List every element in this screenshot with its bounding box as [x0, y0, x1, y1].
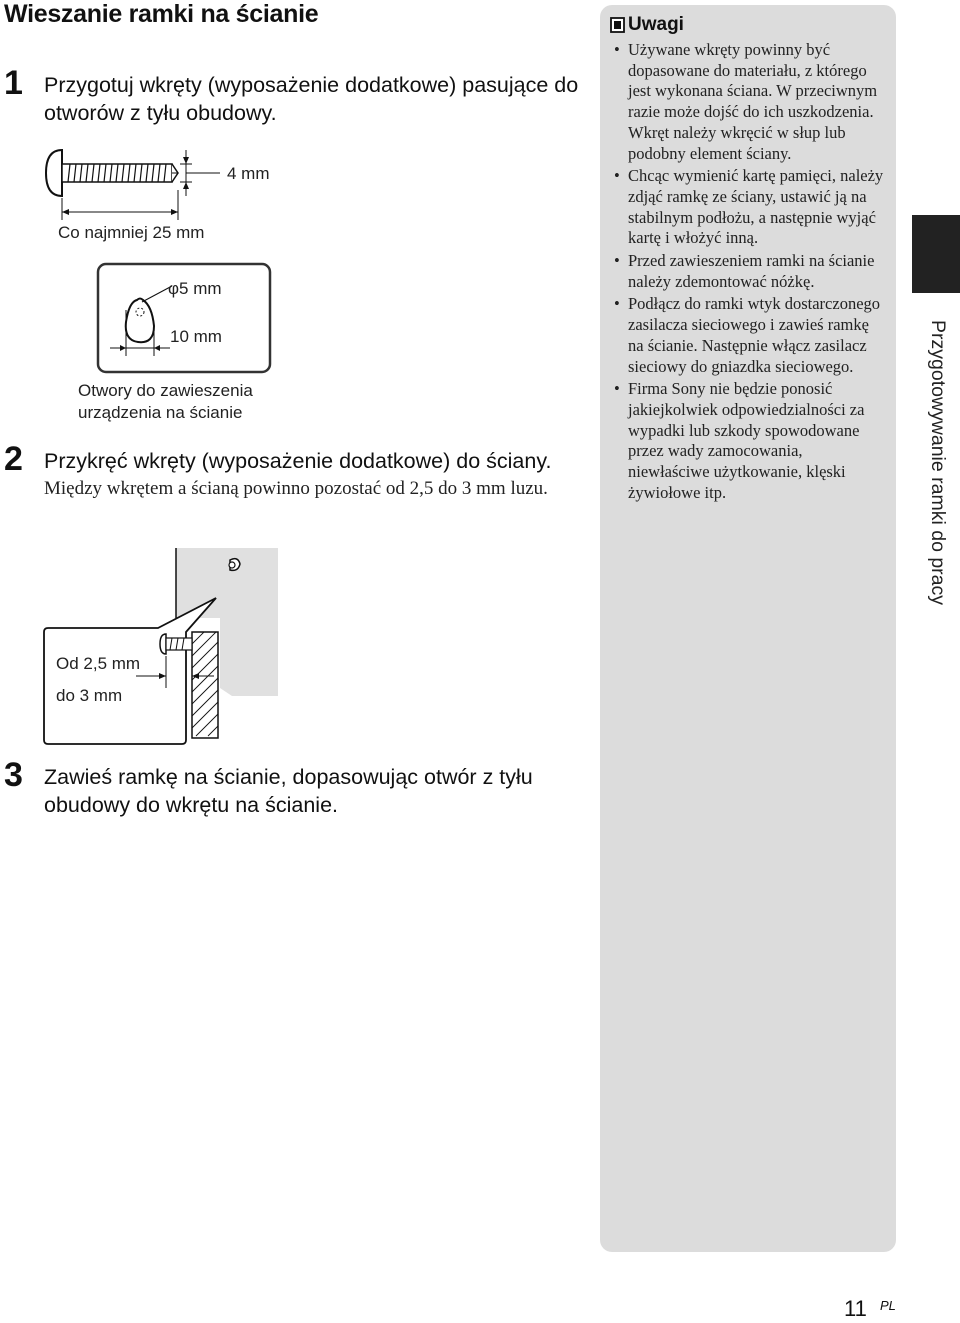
note-icon [610, 17, 625, 33]
page-language: PL [880, 1298, 896, 1313]
note-item: • Przed zawieszeniem ramki na ścianie należy zdemontować nóżkę. [614, 251, 884, 292]
gap-label-line2: do 3 mm [56, 686, 123, 705]
notes-panel [600, 5, 896, 1252]
page-title: Wieszanie ramki na ścianie [4, 0, 319, 28]
step-2-number: 2 [4, 440, 23, 478]
screw-length-label: Co najmniej 25 mm [58, 223, 205, 242]
screw-diameter-label: 4 mm [227, 164, 270, 183]
step-2-subtext: Między wkrętem a ścianą powinno pozostać od 2,5 do 3 mm luzu. [44, 478, 548, 499]
section-tab-marker [912, 215, 960, 293]
hole-height-label: 10 mm [170, 327, 222, 346]
keyhole-caption: Otwory do zawieszenia urządzenia na ścianie [78, 381, 253, 422]
wall-screw-diagram [40, 548, 290, 748]
page-number: 11 [844, 1296, 867, 1321]
gap-label-line1: Od 2,5 mm [56, 654, 141, 673]
notes-list [614, 40, 884, 505]
step-3-number: 3 [4, 756, 23, 794]
section-side-label: Przygotowywanie ramki do pracy [927, 320, 949, 606]
note-item: • Podłącz do ramki wtyk dostarczonego zasilacza sieciowego i zawieś ramkę na ścianie. Następnie włącz zasilacz sieciowy do gniazdka sieciowego. [614, 294, 884, 377]
step-3-text: Zawieś ramkę na ścianie, dopasowując otwór z tyłu obudowy do wkrętu na ścianie. [44, 765, 533, 817]
screw-diagram [40, 140, 280, 230]
step-1-number: 1 [4, 64, 23, 102]
note-item: • Używane wkręty powinny być dopasowane do materiału, z którego jest wykonana ściana. W przeciwnym razie może dojść do ich uszkodzenia. Wkręt należy wkręcić w słup lub podobny element ściany. [614, 40, 884, 164]
step-2-text: Przykręć wkręty (wyposażenie dodatkowe) do ściany. [44, 449, 552, 473]
notes-heading [610, 14, 684, 36]
note-item: • Chcąc wymienić kartę pamięci, należy zdjąć ramkę ze ściany, ustawić ją na stabilnym podłożu, a następnie wyjąć kartę i włożyć inną. [614, 166, 884, 249]
step-1-text: Przygotuj wkręty (wyposażenie dodatkowe) pasujące do otworów z tyłu obudowy. [44, 73, 579, 125]
note-item: • Firma Sony nie będzie ponosić jakiejkolwiek odpowiedzialności za wypadki lub szkody spowodowane przez wady zamocowania, niewłaściwe użytkowanie, klęski żywiołowe itp. [614, 379, 884, 503]
hole-diameter-label: φ5 mm [168, 279, 222, 298]
notes-heading-text: Uwagi [628, 14, 684, 35]
